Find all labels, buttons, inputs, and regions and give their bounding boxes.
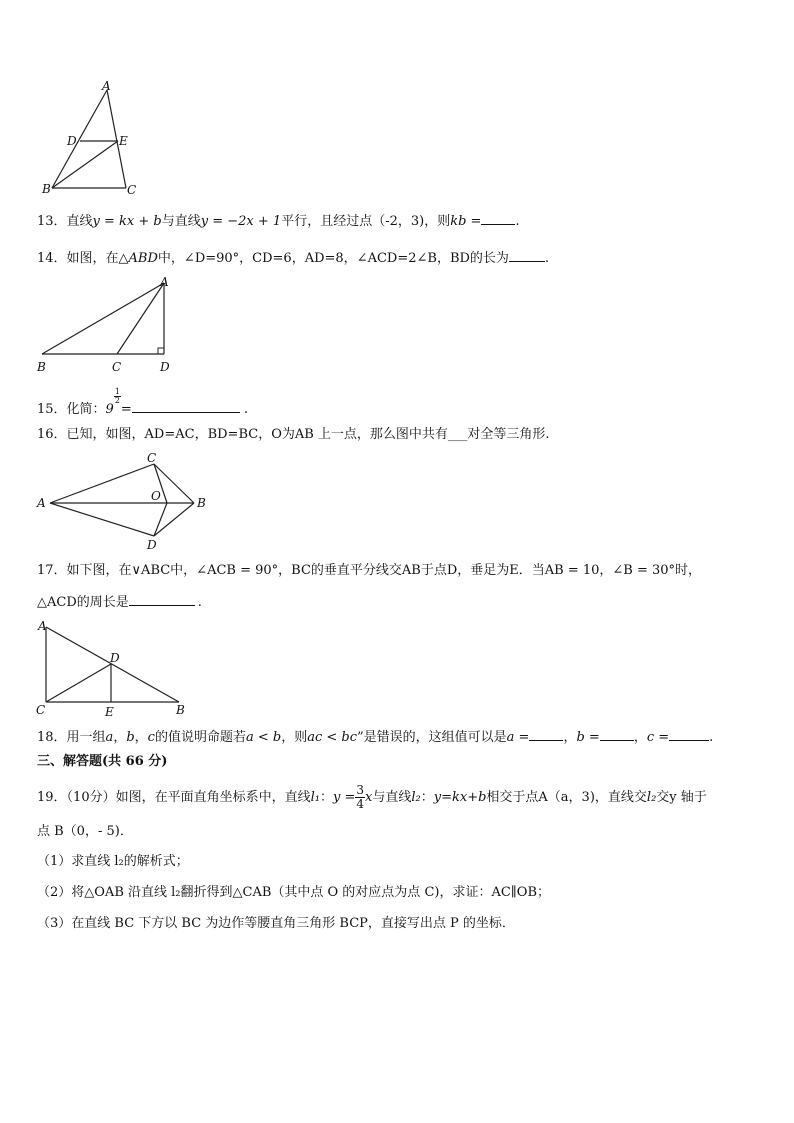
label-o: O [151, 489, 161, 503]
question-13: 13．直线y = kx + b与直线y = −2x + 1平行，且经过点（-2，3)，则kb = . [37, 214, 520, 229]
question-19-part3: （3）在直线 BC 下方以 BC 为边作等腰直角三角形 BCP，直接写出点 P 的坐标． [37, 916, 515, 931]
question-19-part2: （2）将△OAB 沿直线 l₂翻折得到△CAB（其中点 O 的对应点为点 C)，求证：AC∥OB； [37, 885, 551, 900]
question-19-part1: （1）求直线 l₂的解析式； [37, 854, 189, 869]
answer-blank-b[interactable] [600, 728, 634, 741]
question-17-line1: 17．如下图，在∨ABC中，∠ACB = 90°，BC的垂直平分线交AB于点D，垂足为E．当AB = 10，∠B = 30°时， [37, 563, 702, 578]
question-15: 15．化简：9 $\frac{1}{2}$ = . [37, 387, 248, 417]
right-triangle-abc-figure [34, 617, 194, 720]
label-c: C [112, 360, 122, 374]
question-18: 18．用一组a，b，c的值说明命题若a < b，则ac < bc”是错误的，这组值可以是a = ，b = ，c = . [37, 730, 714, 745]
label-a: A [37, 496, 46, 510]
question-19-line1: 19．（10分）如图，在平面直角坐标系中，直线l₁：y = $\frac{3}{4}$ x与直线l₂：y=kx+b相交于点A（a，3)，直线交l₂交y 轴于 [37, 783, 707, 811]
answer-blank[interactable] [509, 249, 545, 262]
triangle-ade-figure [38, 78, 148, 198]
label-a: A [160, 275, 169, 289]
question-14: 14．如图，在△ABD中，∠D=90°，CD=6，AD=8，∠ACD=2∠B，BD的长为 . [37, 251, 550, 266]
answer-blank[interactable] [129, 593, 195, 606]
label-c: C [36, 703, 46, 717]
answer-blank[interactable] [481, 212, 515, 225]
answer-blank-a[interactable] [529, 728, 563, 741]
label-a: A [38, 619, 47, 633]
label-b: B [176, 703, 185, 717]
label-a: A [102, 79, 111, 93]
label-d: D [67, 134, 77, 148]
label-c: C [147, 451, 157, 465]
label-b: B [42, 182, 51, 196]
answer-blank-c[interactable] [669, 728, 709, 741]
label-d: D [110, 651, 120, 665]
question-17-line2: △ACD的周长是 . [37, 595, 202, 610]
label-b: B [197, 496, 206, 510]
label-c: C [127, 183, 137, 197]
kite-figure [34, 450, 214, 555]
label-e: E [119, 134, 128, 148]
triangle-abd-figure [34, 273, 184, 376]
label-b: B [37, 360, 46, 374]
question-19-line2: 点 B（0，- 5)． [37, 824, 133, 839]
label-d: D [147, 538, 157, 552]
question-16: 16．已知，如图，AD=AC，BD=BC，O为AB 上一点，那么图中共有___对全等三角形. [37, 427, 550, 442]
label-d: D [160, 360, 170, 374]
section-title: 三、解答题(共 66 分) [37, 754, 168, 769]
label-e: E [105, 705, 114, 719]
answer-blank[interactable] [132, 400, 240, 413]
